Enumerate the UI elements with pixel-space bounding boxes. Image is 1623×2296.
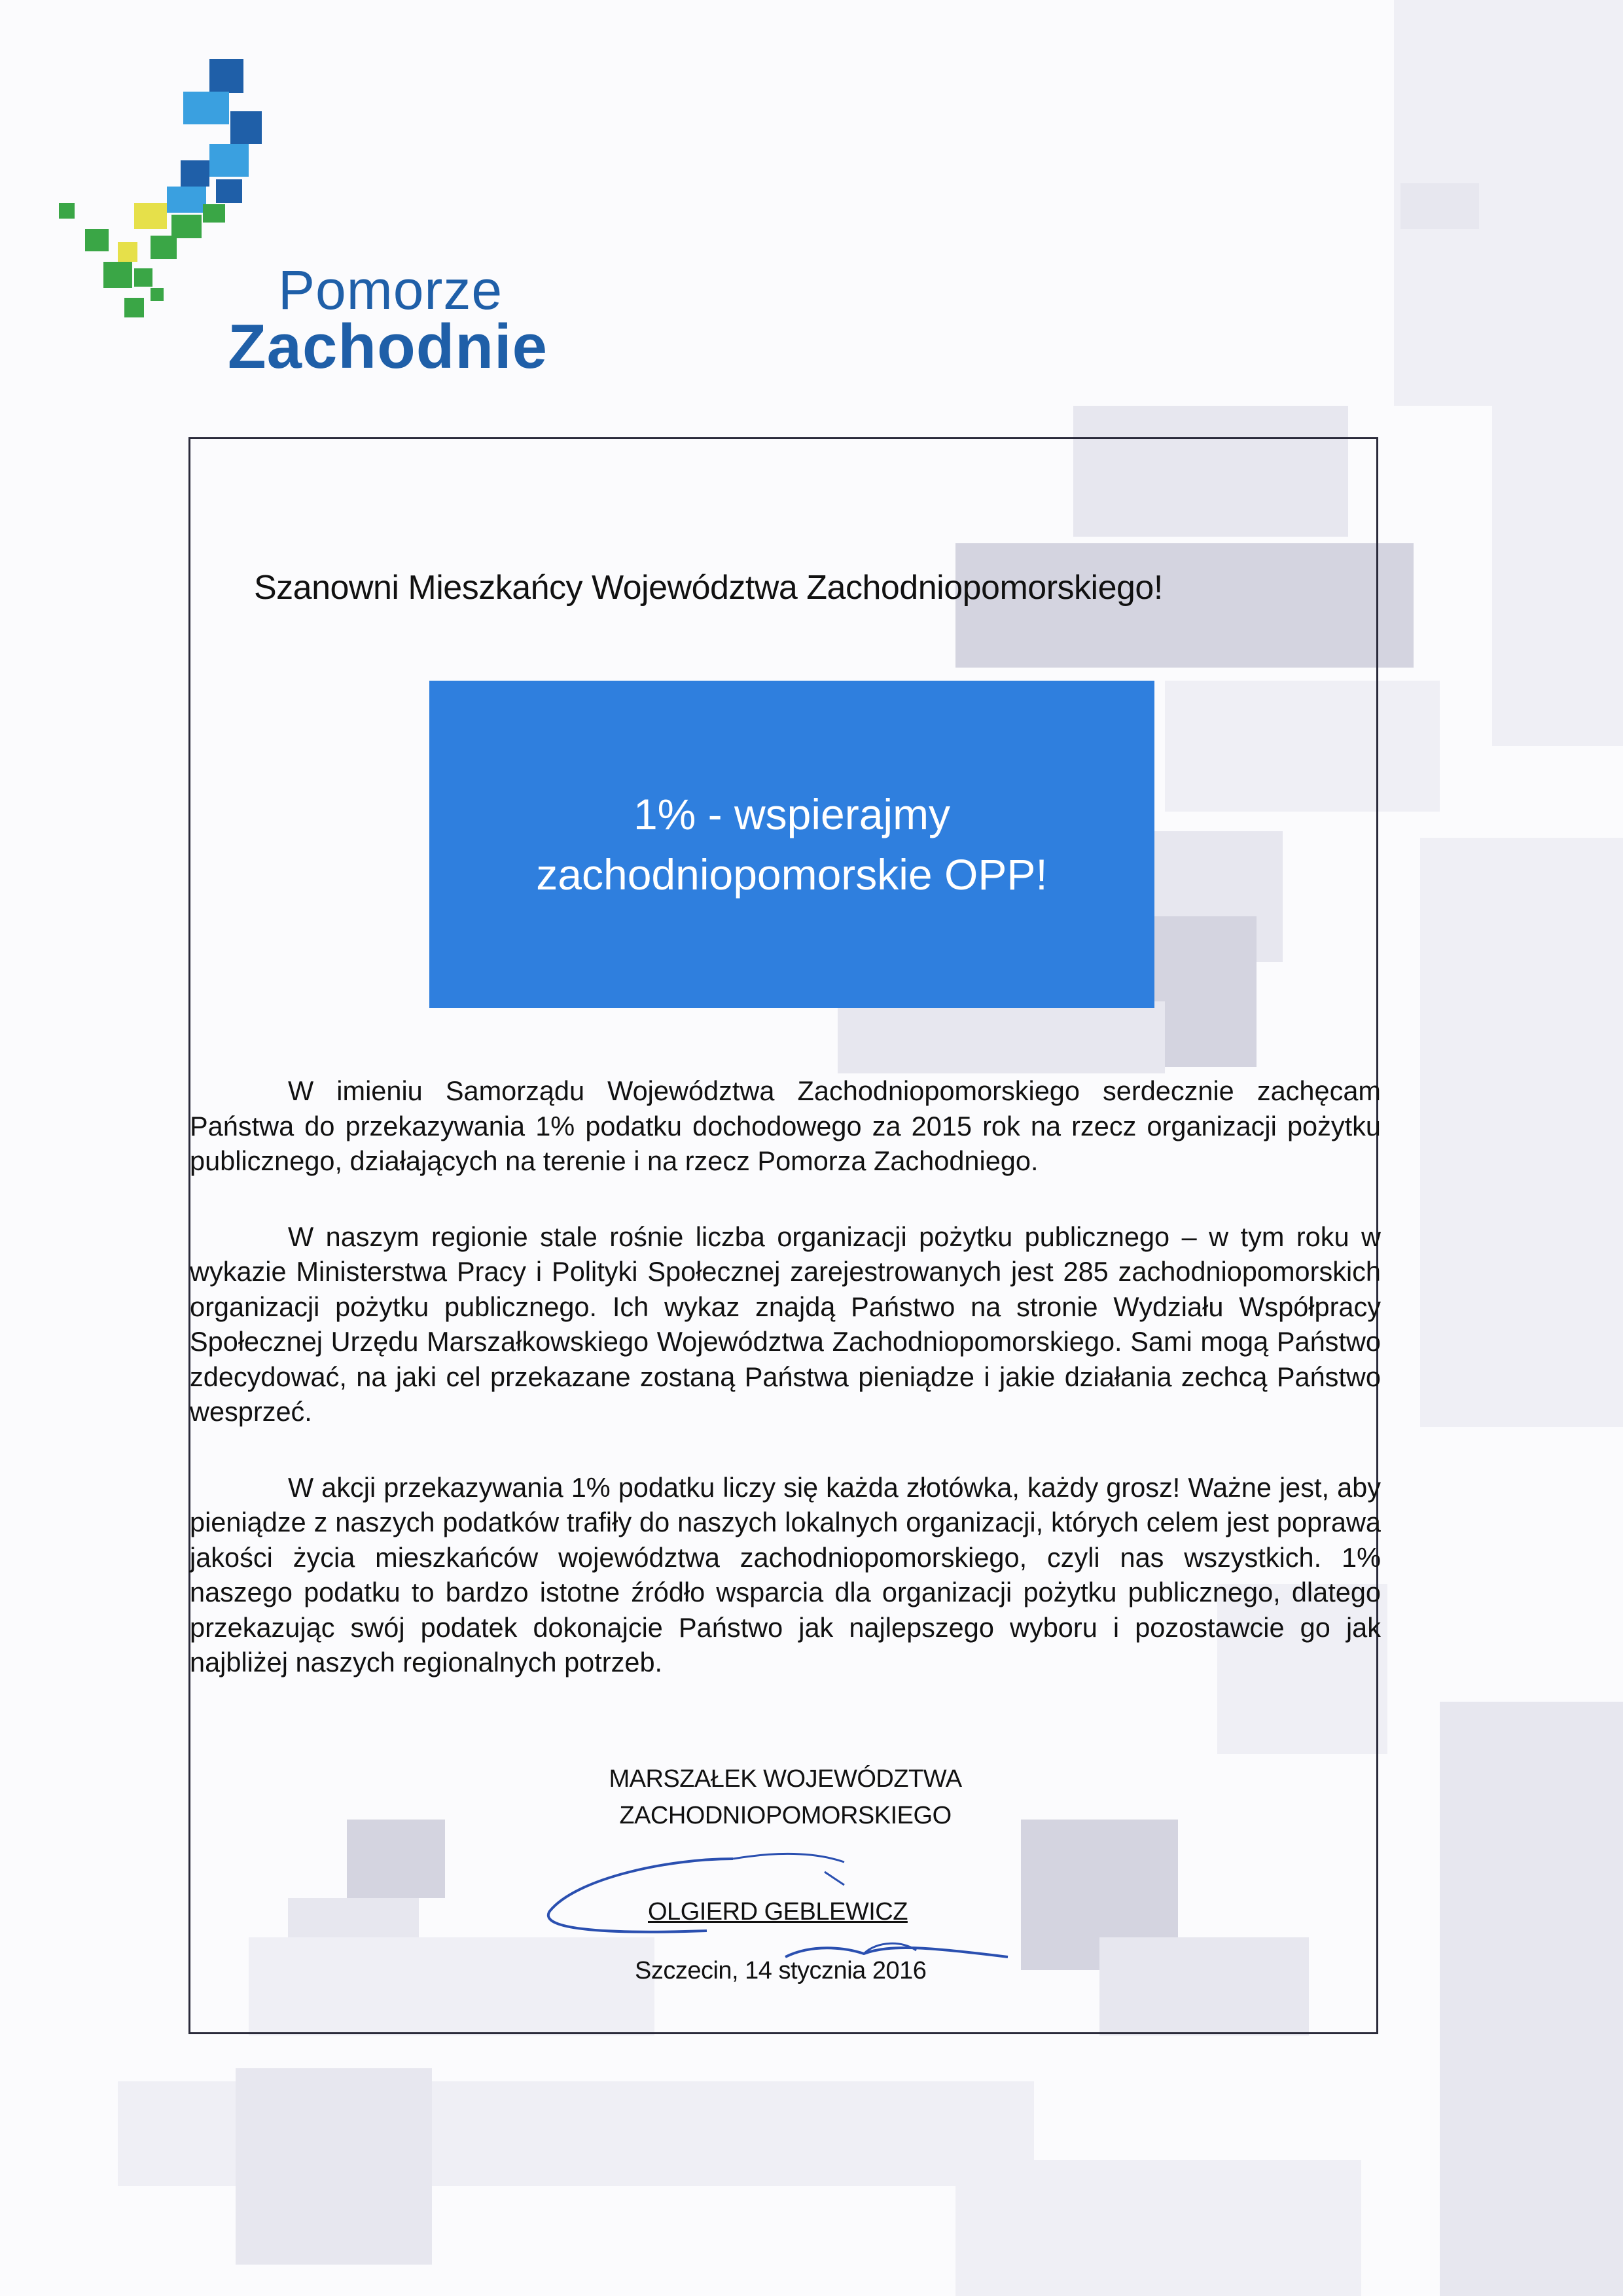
background-panel [1400,183,1479,229]
letter-greeting: Szanowni Mieszkańcy Województwa Zachodniopomorskiego! [254,569,1163,607]
logo-text-line2: Zachodnie [228,312,548,382]
background-panel [1420,838,1623,1427]
background-panel [236,2068,432,2265]
signatory-title [524,1761,1047,1834]
letter-body [190,1073,1381,1721]
paragraph: W naszym regionie stale rośnie liczba organizacji pożytku publicznego – w tym roku w wykazie Ministerstwa Pracy i Polityki Społecznej zarejestrowanych jest 285 zachodniopomorskich organizacji pożytku publicznego. Ich wykaz znajdą Państwo na stronie Wydziału Współpracy Społecznej Urzędu Marszałkowskiego Województwa Zachodniopomorskiego. Sami mogą Państwo zdecydować, na jaki cel przekazane zostaną Państwa pieniądze i jakie działania zechcą Państwo wesprzeć. [190,1221,1381,1427]
background-panel [955,2160,1361,2296]
logo [52,39,548,382]
logo-text-line1: Pomorze [278,259,503,321]
banner-line2: zachodniopomorskie OPP! [536,850,1048,899]
signatory-title-line1: MARSZAŁEK WOJEWÓDZTWA [609,1765,962,1793]
paragraph: W imieniu Samorządu Województwa Zachodniopomorskiego serdecznie zachęcam Państwa do przekazywania 1% podatku dochodowego za 2015 rok na rzecz organizacji pożytku publicznego, działających na terenie i na rzecz Pomorza Zachodniego. [190,1075,1381,1176]
paragraph: W akcji przekazywania 1% podatku liczy się każda złotówka, każdy grosz! Ważne jest, aby pieniądze z naszych podatków trafiły do naszych lokalnych organizacji, których celem jest poprawa jakości życia mieszkańców województwa zachodniopomorskiego, czyli nas wszystkich. 1% naszego podatku to bardzo istotne źródło wsparcia dla organizacji pożytku publicznego, dlatego przekazując swój podatek dokonajcie Państwo jak najlepszego wyboru i pozostawcie go jak najbliżej naszych regionalnych potrzeb. [190,1471,1381,1677]
background-panel [1440,1702,1623,2296]
campaign-banner [429,681,1154,1008]
letter-date: Szczecin, 14 stycznia 2016 [635,1957,927,1984]
banner-line1: 1% - wspierajmy [633,790,951,838]
signatory-name: OLGIERD GEBLEWICZ [648,1898,908,1926]
background-panel [1492,288,1623,746]
signatory-title-line2: ZACHODNIOPOMORSKIEGO [619,1802,952,1829]
